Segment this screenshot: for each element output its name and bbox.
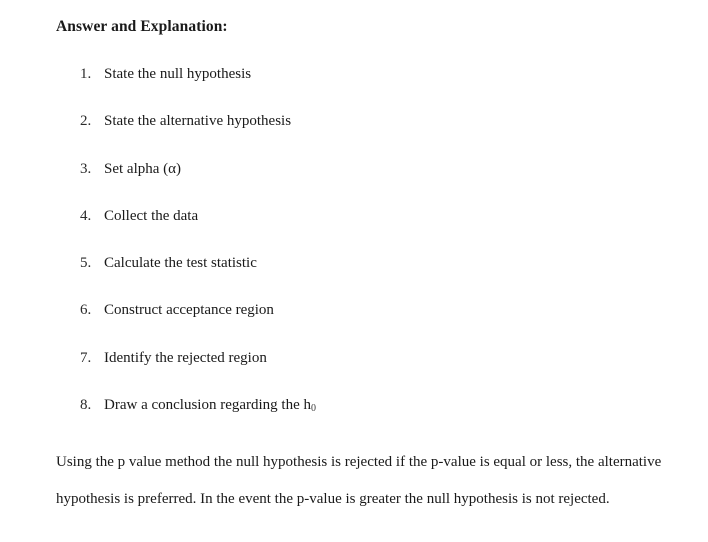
list-text: Collect the data [104,207,199,224]
list-text: Draw a conclusion regarding the h [104,397,312,414]
list-text: Identify the rejected region [104,349,267,366]
list-number: 6. [80,302,92,319]
list-text: State the alternative hypothesis [104,113,292,130]
list-number: 7. [80,349,92,366]
steps-list [80,64,316,442]
list-item [80,159,316,206]
list-number: 3. [80,160,92,177]
list-number: 8. [80,397,92,414]
list-item [80,395,316,442]
list-item [80,64,316,111]
list-number: 5. [80,255,92,272]
list-number: 4. [80,207,92,224]
list-text: Calculate the test statistic [104,255,257,272]
list-item [80,253,316,300]
list-number: 1. [80,66,92,82]
subscript-zero: 0 [311,403,317,415]
list-item [80,348,316,395]
list-item [80,111,316,158]
explanation-paragraph: Using the p value method the null hypothesis is rejected if the p-value is equal or less, the alternative hypothesis is preferred. In the event the p-value is greater the null hypothesis is not rejected. [56,454,662,507]
list-item [80,300,316,347]
list-text: Set alpha (α) [104,160,181,177]
list-item [80,206,316,253]
list-number: 2. [80,113,92,130]
list-text: Construct acceptance region [104,302,274,319]
list-text: State the null hypothesis [104,66,252,82]
section-heading: Answer and Explanation: [56,18,228,35]
